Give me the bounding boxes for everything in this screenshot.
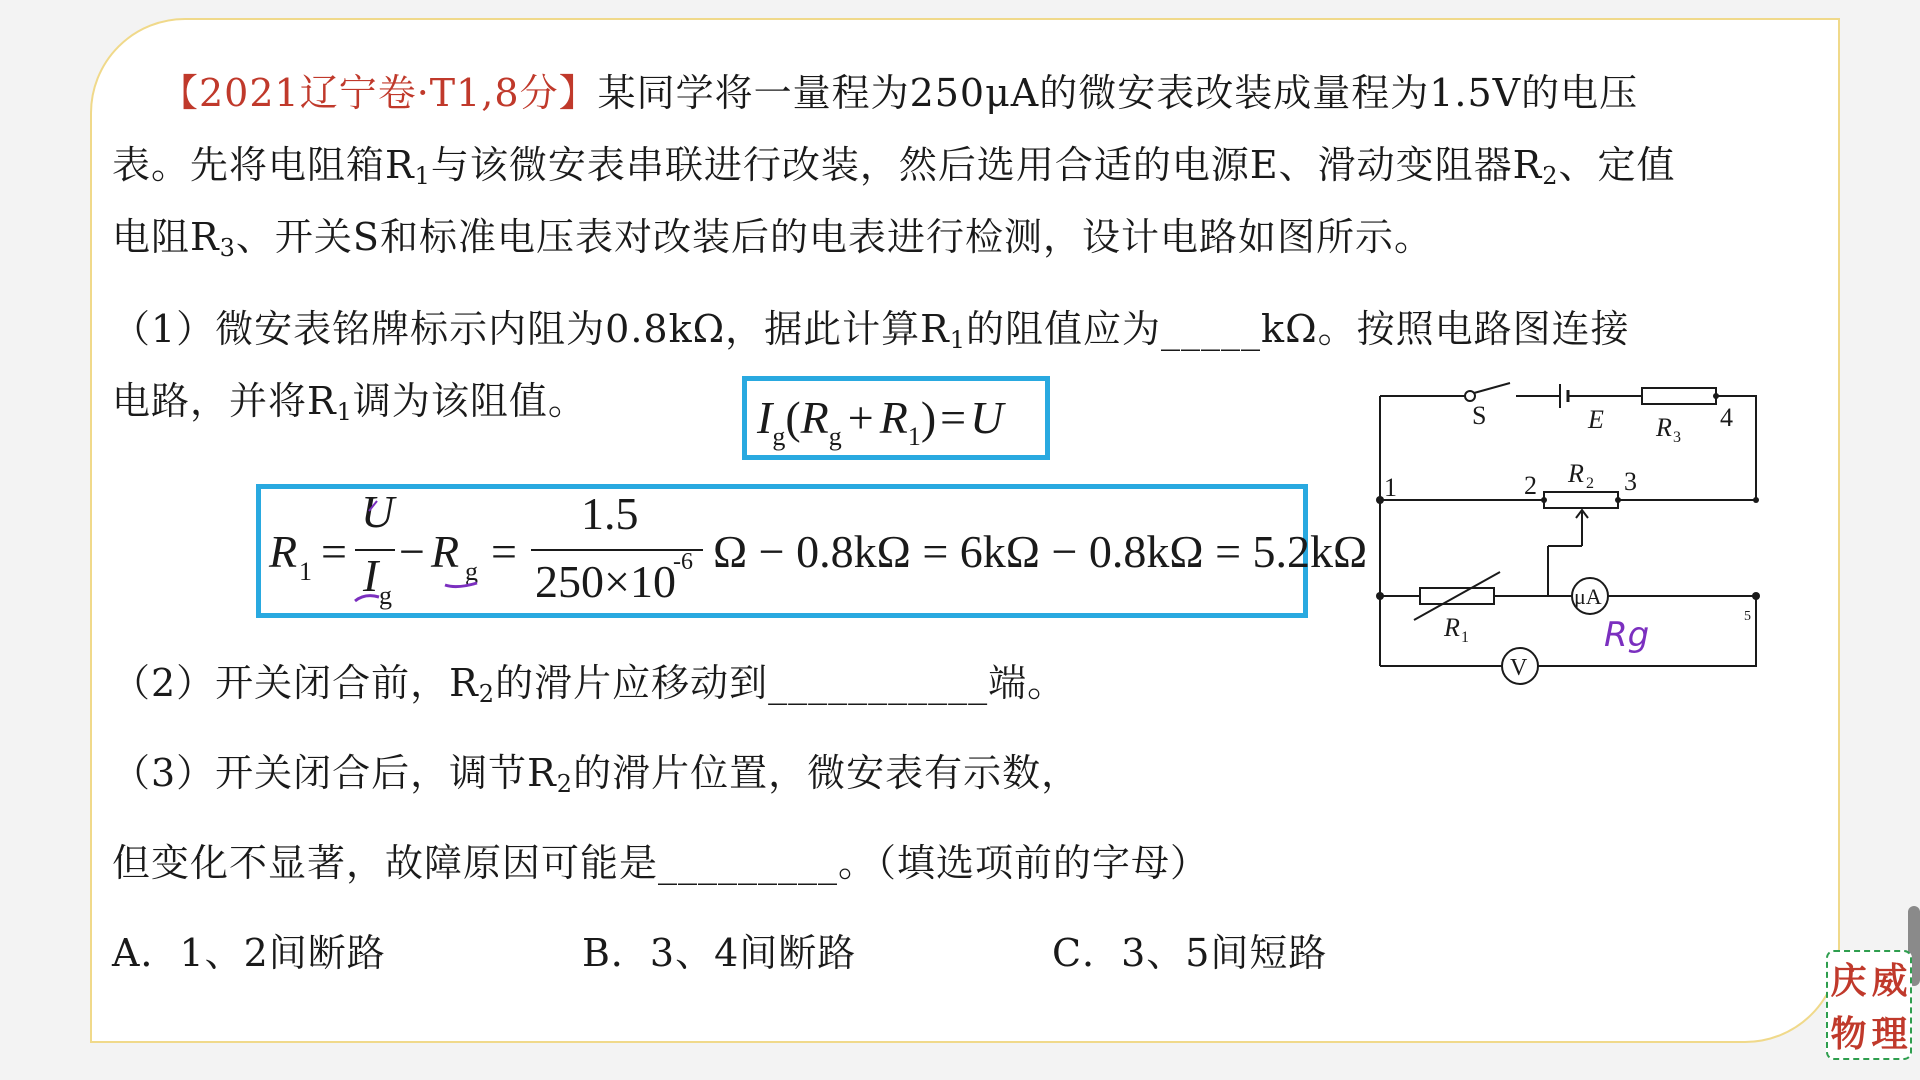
formula-box-1 (742, 376, 1050, 460)
f2-den2-exp: -6 (673, 549, 693, 575)
problem-text-3a: 电阻R (112, 215, 220, 259)
node-left-low (1376, 592, 1384, 600)
label-5: 5 (1744, 609, 1751, 624)
q1-text-d: 电路，并将R (112, 379, 337, 423)
node-1 (1376, 496, 1384, 504)
label-4: 4 (1720, 403, 1733, 432)
f2-minus: − (399, 526, 425, 577)
f1-u: U (970, 392, 1004, 443)
q1-sub-2: 1 (336, 398, 353, 426)
f2-den1: I (363, 550, 379, 601)
underline-rg (445, 583, 477, 587)
circuit-diagram (1360, 380, 1780, 700)
f2-tail: Ω − 0.8kΩ = 6kΩ − 0.8kΩ = 5.2kΩ (713, 526, 1368, 577)
f1-r1: R (879, 392, 908, 443)
f2-rg-sub: g (465, 557, 478, 586)
sub-r1: 1 (414, 162, 431, 190)
label-2: 2 (1524, 471, 1537, 500)
f1-i: I (757, 392, 773, 443)
f1-rparen: ) (920, 392, 937, 443)
node-2 (1541, 497, 1547, 503)
q2-text-a: （2）开关闭合前，R (112, 661, 479, 705)
problem-line-1 (112, 62, 1638, 117)
q1-text-f: 调为该阻值。 (352, 379, 587, 423)
q3-text-c: 的滑片位置，微安表有示数， (573, 751, 1081, 795)
q1-line-1 (112, 298, 1630, 354)
node-3-dot (1615, 497, 1621, 503)
f1-lparen: ( (785, 392, 801, 443)
logo-char-4: 理 (1871, 1013, 1908, 1055)
option-b: B．3、4间断路 (582, 931, 857, 975)
f2-eq1: = (321, 526, 347, 577)
q1-text-a: （1）微安表铭牌标示内阻为0.8kΩ，据此计算R (112, 307, 950, 351)
q3-text-d: 但变化不显著，故障原因可能是_________。（填选项前的字母） (112, 841, 1210, 885)
q2-sub: 2 (478, 680, 496, 708)
logo-stamp (1826, 950, 1912, 1060)
f2-eq2: = (491, 526, 517, 577)
q3-line-1 (112, 742, 1080, 798)
label-r2-sub: 2 (1586, 475, 1594, 492)
label-e: E (1588, 405, 1604, 434)
problem-text-3c: 、开关S和标准电压表对改装后的电表进行检测，设计电路如图所示。 (235, 215, 1433, 259)
label-3: 3 (1624, 467, 1637, 496)
f1-plus: + (847, 392, 874, 443)
label-r1: R (1444, 613, 1460, 642)
option-c: C．3、5间短路 (1052, 931, 1328, 975)
f1-i-sub: g (772, 422, 786, 451)
problem-text-2c: 与该微安表串联进行改装，然后选用合适的电源E、滑动变阻器R (430, 143, 1543, 187)
label-s: S (1472, 401, 1487, 430)
resistor-r2 (1544, 492, 1618, 508)
switch-terminal (1465, 391, 1475, 401)
problem-line-3 (112, 206, 1433, 262)
f2-r1-sub: 1 (299, 557, 312, 586)
logo-char-1: 庆 (1830, 960, 1867, 1002)
label-v: V (1510, 655, 1528, 681)
sub-r2: 2 (1542, 162, 1559, 190)
q3-line-2 (112, 832, 1209, 887)
f1-rg: R (800, 392, 829, 443)
problem-text-1: 某同学将一量程为250μA的微安表改装成量程为1.5V的电压 (597, 71, 1639, 115)
f1-r1-sub: 1 (907, 422, 921, 451)
node-5 (1752, 592, 1760, 600)
switch-blade (1474, 383, 1510, 393)
f2-num1: U (361, 486, 395, 537)
q1-line-2 (112, 370, 587, 426)
problem-text-2e: 、定值 (1558, 143, 1676, 187)
label-r2: R (1568, 459, 1584, 488)
tick-u (369, 501, 377, 511)
logo-char-2: 威 (1871, 960, 1908, 1002)
label-1: 1 (1384, 473, 1397, 502)
f2-den2: 250×10 (535, 556, 676, 607)
node-4 (1713, 393, 1719, 399)
label-r3-sub: 3 (1673, 429, 1681, 446)
label-ua: μA (1574, 584, 1602, 609)
q1-sub: 1 (949, 326, 967, 354)
q2-text-c: 的滑片应移动到___________端。 (495, 661, 1067, 705)
q1-text-c: 的阻值应为_____kΩ。按照电路图连接 (966, 307, 1630, 351)
problem-line-2 (112, 134, 1676, 190)
f2-den1-sub: g (379, 581, 392, 610)
handwriting-marks (261, 489, 1303, 613)
q3-sub: 2 (556, 770, 574, 798)
resistor-r3 (1642, 388, 1716, 404)
sub-r3: 3 (219, 234, 236, 262)
f2-r1: R (269, 526, 298, 577)
option-a: A．1、2间断路 (112, 931, 386, 975)
underline-ig (355, 596, 379, 601)
label-r1-sub: 1 (1461, 629, 1469, 646)
q3-text-a: （3）开关闭合后，调节R (112, 751, 557, 795)
handwritten-rg: Rg (1604, 615, 1650, 655)
logo-char-3: 物 (1830, 1013, 1867, 1055)
f1-eq: = (940, 392, 967, 443)
label-r3: R (1656, 413, 1672, 442)
problem-tag: 【2021辽宁卷·T1,8分】 (160, 71, 598, 115)
f2-num2: 1.5 (581, 488, 639, 539)
node-3 (1753, 497, 1759, 503)
f2-rg: R (431, 526, 460, 577)
formula-box-2 (256, 484, 1368, 618)
problem-text-2a: 表。先将电阻箱R (112, 143, 415, 187)
f1-rg-sub: g (828, 422, 842, 451)
formula-1 (757, 391, 1003, 452)
q2-line (112, 652, 1066, 708)
